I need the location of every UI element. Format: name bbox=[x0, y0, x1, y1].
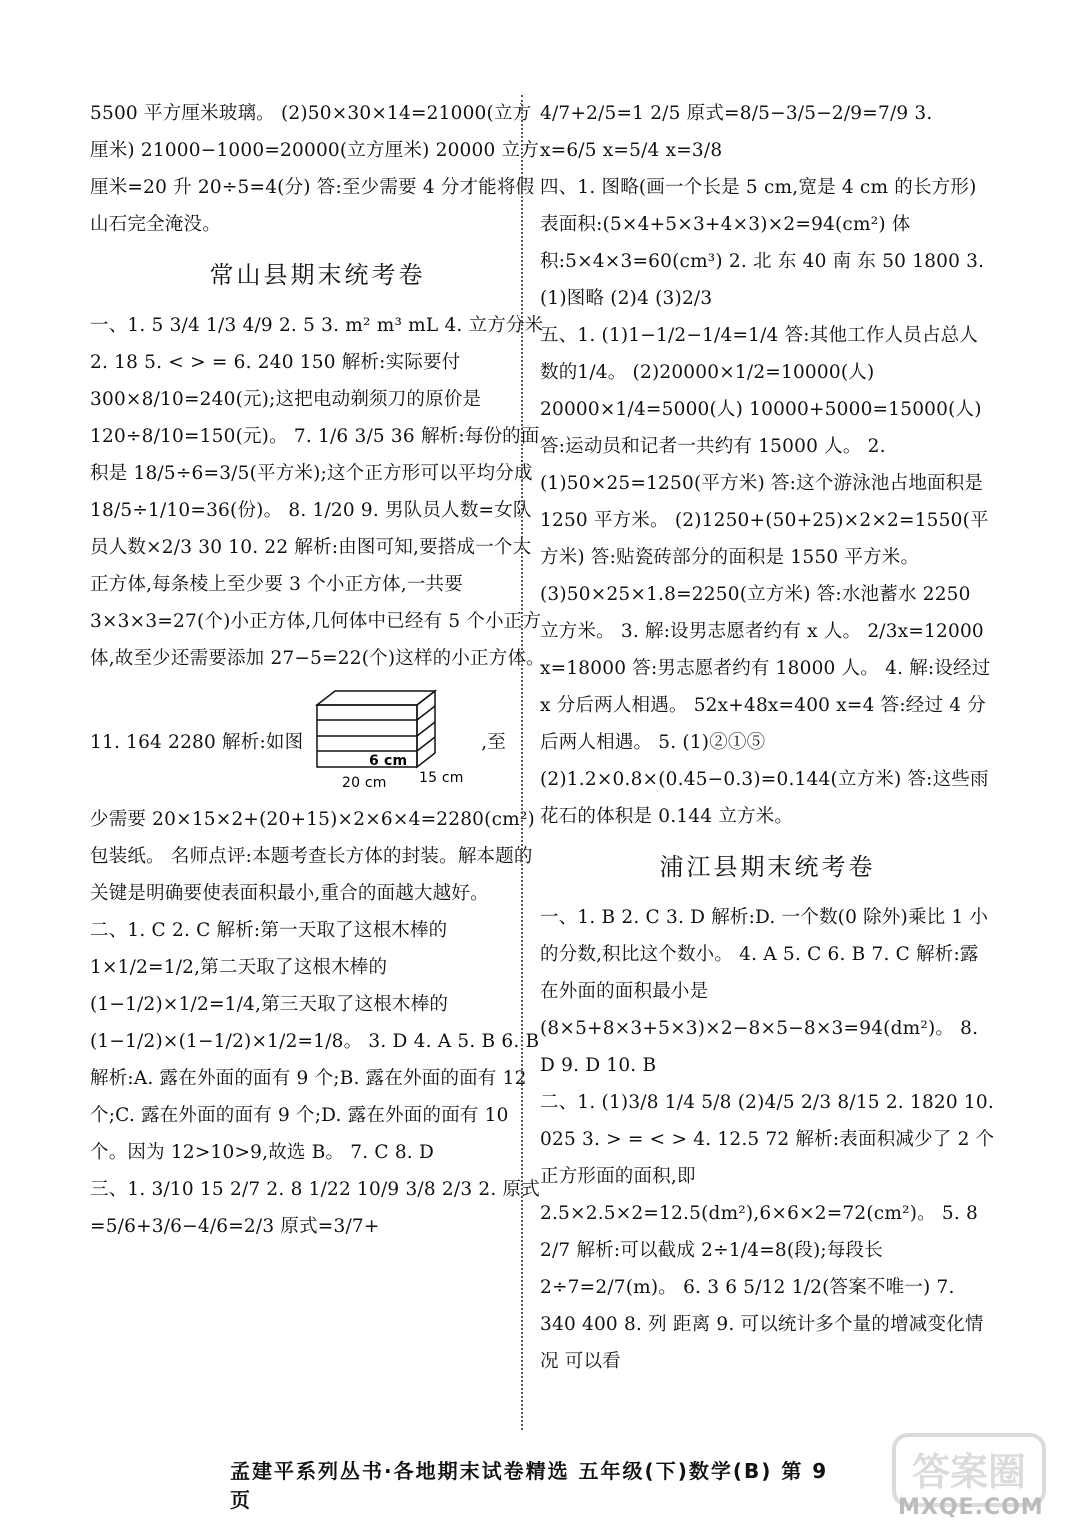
paragraph-pujiang-q1: 一、1. B 2. C 3. D 解析:D. 一个数(0 除外)乘比 1 小的分数,积比这个数小。 4. A 5. C 6. B 7. C 解析:露在外面的面积最小是(8×5+8×3+5×3)×2−8×5−8×3=94(dm²)。 8. D 9. D 10. B bbox=[540, 907, 989, 1076]
paragraph-intro: 5500 平方厘米玻璃。 (2)50×30×14=21000(立方厘米) 21000−1000=20000(立方厘米) 20000 立方厘米=20 升 20÷5=4(分) 答:至少需要 4 分才能将假山石完全淹没。 bbox=[90, 103, 539, 235]
right-column bbox=[540, 95, 995, 1380]
paragraph-pujiang-q2: 二、1. (1)3/8 1/4 5/8 (2)4/5 2/3 8/15 2. 1820 10. 025 3. > = < > 4. 12.5 72 解析:表面积减少了 2 个正方形面的面积,即 2.5×2.5×2=12.5(dm²),6×6×2=72(cm²)。 5. 8 2/7 解析:可以截成 2÷1/4=8(段);每段长 2÷7=2/7(m)。 6. 3 6 5/12 1/2(答案不唯一) 7. 340 400 8. 列 距离 9. 可以统计多个量的增减变化情况 可以看 bbox=[540, 1092, 995, 1372]
section-title-pujiang: 浦江县期末统考卷 bbox=[659, 853, 876, 881]
dim-label-15cm: 15 cm bbox=[419, 770, 464, 786]
dim-label-6cm: 6 cm bbox=[369, 753, 408, 769]
dim-label-20cm: 20 cm bbox=[342, 775, 387, 791]
paragraph-changshan-q3-cont: 4/7+2/5=1 2/5 原式=8/5−3/5−2/9=7/9 3. x=6/5 x=5/4 x=3/8 bbox=[540, 103, 933, 161]
paragraph-changshan-q2: 二、1. C 2. C 解析:第一天取了这根木棒的 1×1/2=1/2,第二天取了这根木棒的(1−1/2)×1/2=1/4,第三天取了这根木棒的(1−1/2)×(1−1/2)×1/2=1/8。 3. D 4. A 5. B 6. B 解析:A. 露在外面的面有 9 个;B. 露在外面的面有 12 个;C. 露在外面的面有 9 个;D. 露在外面的面有 10 个。因为 12>10>9,故选 B。 7. C 8. D bbox=[90, 920, 540, 1163]
paragraph-changshan-q4: 四、1. 图略(画一个长是 5 cm,宽是 4 cm 的长方形) 表面积:(5×4+5×3+4×3)×2=94(cm²) 体积:5×4×3=60(cm³) 2. 北 东 40 南 东 50 1800 3. (1)图略 (2)4 (3)2/3 bbox=[540, 177, 985, 309]
paragraph-changshan-q3: 三、1. 3/10 15 2/7 2. 8 1/22 10/9 3/8 2/3 2. 原式=5/6+3/6−4/6=2/3 原式=3/7+ bbox=[90, 1179, 540, 1237]
watermark-logo-text: 答案圈 bbox=[911, 1450, 1027, 1494]
watermark-url: MXQE.COM bbox=[898, 1495, 1044, 1520]
paragraph-changshan-q11: 少需要 20×15×2+(20+15)×2×6×4=2280(cm²)包装纸。 名师点评:本题考查长方体的封装。解本题的关键是明确要使表面积最小,重合的面越大越好。 bbox=[90, 809, 535, 904]
left-column bbox=[90, 95, 545, 1245]
figure-caption-after: ,至 bbox=[481, 731, 507, 753]
paragraph-changshan-q5: 五、1. (1)1−1/2−1/4=1/4 答:其他工作人员占总人数的1/4。 (2)20000×1/2=10000(人) 20000×1/4=5000(人) 10000+5000=15000(人) 答:运动员和记者一共约有 15000 人。 2. (1)50×25=1250(平方米) 答:这个游泳池占地面积是 1250 平方米。 (2)1250+(50+25)×2×2=1550(平方米) 答:贴瓷砖部分的面积是 1550 平方米。 (3)50×25×1.8=2250(立方米) 答:水池蓄水 2250 立方米。 3. 解:设男志愿者约有 x 人。 2/3x=12000 x=18000 答:男志愿者约有 18000 人。 4. 解:设经过 x 分后两人相遇。 52x+48x=400 x=4 答:经过 4 分后两人相遇。 5. (1)②①⑤ (2)1.2×0.8×(0.45−0.3)=0.144(立方米) 答:这些雨花石的体积是 0.144 立方米。 bbox=[540, 325, 991, 827]
stacked-box-diagram bbox=[307, 687, 477, 797]
figure-caption-before: 11. 164 2280 解析:如图 bbox=[90, 731, 304, 753]
page-footer: 孟建平系列丛书·各地期末试卷精选 五年级(下)数学(B) 第 9 页 bbox=[230, 1459, 829, 1512]
column-divider bbox=[521, 95, 523, 1430]
section-title-changshan: 常山县期末统考卷 bbox=[209, 261, 426, 289]
paragraph-changshan-part1: 一、1. 5 3/4 1/3 4/9 2. 5 3. m² m³ mL 4. 立方分米 2. 18 5. < > = 6. 240 150 解析:实际要付 300×8/10=240(元);这把电动剃须刀的原价是 120÷8/10=150(元)。 7. 1/6 3/5 36 解析:每份的面积是 18/5÷6=3/5(平方米);这个正方形可以平均分成 18/5÷1/10=36(份)。 8. 1/20 9. 男队员人数=女队员人数×2/3 30 10. 22 解析:由图可知,要搭成一个大正方体,每条棱上至少要 3 个小正方体,一共要 3×3×3=27(个)小正方体,几何体中已经有 5 个小正方体,故至少还需要添加 27−5=22(个)这样的小正方体。 bbox=[90, 315, 545, 669]
box-top-face bbox=[317, 691, 435, 705]
figure-row bbox=[90, 687, 545, 797]
